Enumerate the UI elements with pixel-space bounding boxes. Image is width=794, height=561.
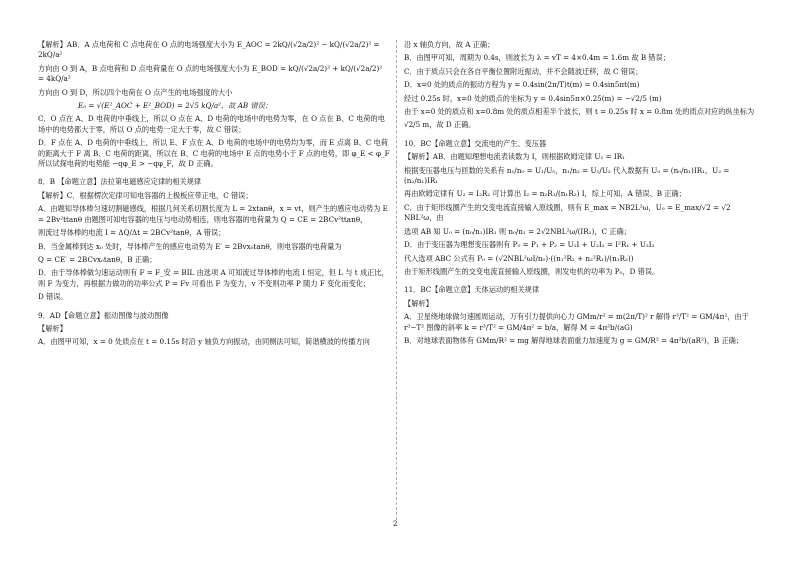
paragraph: B．当金属棒到达 x₀ 处时，导体棒产生的感应电动势为 E′ = 2Bvx₀tanθ，则电容器的电荷量为 [38,241,342,251]
paragraph: 方向由 O 到 A，B 点电荷和 D 点电荷量在 O 点的电场强度大小为 E_BOD = kQ/(√2a/2)² + kQ/(√2a/2)² = 4kQ/a² [38,63,383,84]
paragraph: A．由图甲可知，x = 0 处质点在 t = 0.15s 时沿 y 轴负方向振动，由同侧法可知，简谐横波的传播方向 [38,337,370,347]
left-column [38,40,390,351]
paragraph: 沿 x 轴负方向，故 A 正确； [404,40,495,49]
paragraph: C．由于矩形线圈产生的交变电流直接输入原线圈，则有 E_max = NB2L²ω，U₀ = E_max/√2 = √2 NBL²ω，由 [404,202,731,223]
paragraph: 则流过导体棒的电流 I = ΔQ/Δt = 2BCv²tanθ，A 错误； [38,228,226,238]
paragraph: Q = CE′ = 2BCvx₀tanθ，B 正确； [38,254,157,264]
formula-line: E₀ = √(E²_AOC + E²_BOD) = 2√5 kQ/a²，故 AB 错误； [78,101,273,111]
page-number: 2 [393,520,398,528]
paragraph: B．由图甲可知，周期为 0.4s，则波长为 λ = vT = 4×0.4m = 1.6m 故 B 错误； [404,53,670,63]
paragraph: 代入选项 ABC 公式有 P₀ = (√2NBL²ωI/n₀)·((n₁²R₂ + n₂²R₁)/(n₁R₂)) [404,253,634,263]
paragraph: D．由于变压器为理想变压器则有 P₀ = P₁ + P₂ = U₁I + U₂I₂ = I²R₁ + U₂I₂ [404,240,655,250]
paragraph: 【解析】AB．由题知理想电流表读数为 I，则根据欧姆定律 U₁ = IR₁ [404,152,626,162]
paragraph: 8．B 【命题立意】法拉第电磁感应定律的相关规律 [38,177,202,187]
paragraph: D．F 点在 A、D 电荷的中垂线上，所以 E、F 点在 A、D 电荷的电场中的电势均为零，而 E 点离 B、C 电荷的距离大于 F 离 B、C 电荷的距离，所以在 B、C 电荷的电场中 E 点的电势小于 F 点的电势，即 φ_E < φ_F 所以试探电荷的电势能 −qφ_E > −qφ_F，故 D 正确。 [38,138,390,169]
paragraph: A．由题知导体棒匀速切割磁感线，根据几何关系切割长度为 L = 2xtanθ，x = vt，则产生的感应电动势为 E = 2Bv²ttanθ 由题图可知电容器的电压与电动势相连，则电容器的电荷量为 Q = CE = 2BCv²ttanθ， [38,204,388,224]
paragraph: 【解析】AB．A 点电荷和 C 点电荷在 O 点的电场强度大小为 E_AOC = 2kQ/(√2a/2)² − kQ/(√2a/2)² = 2kQ/a² [38,40,380,60]
paragraph: √2/5 m，故 D 正确。 [404,120,476,130]
paragraph: 11．BC【命题立意】天体运动的相关规律 [404,285,540,295]
paragraph: B．对地球表面物体有 GMm/R² = mg 解得地球表面重力加速度为 g = GM/R² = 4π²b/(aR²)，B 正确； [404,335,744,345]
paragraph: 选项 AB 知 U₀ = (n₀/n₁)IR₁ 则 n₀/n₁ = 2√2NBL²ω/(IR₁)，C 正确； [404,226,631,236]
paragraph: 经过 0.25s 时，x=0 处的质点的坐标为 y = 0.4sin5π×0.25(m) = −√2/5 (m) [404,93,662,103]
paragraph: 【解析】 [38,323,67,333]
paragraph: A．卫星绕地球做匀速圆周运动，万有引力提供向心力 GMm/r² = m(2π/T)² r 解得 r³/T² = GM/4π²，由于 r³−T² 图像的斜率 k = r³/T² = GM/4π² = b/a，解得 M = 4π²b/(aG) [404,312,749,332]
paragraph: 【解析】 [404,298,433,308]
paragraph: 再由欧姆定律有 U₂ = I₂R₂ 可计算出 I₂ = n₂R₁/(n₁R₂) I，综上可知，A 错误、B 正确； [404,189,686,199]
paragraph: 由于 x=0 处的质点和 x=0.8m 处的质点相差半个波长，则 t = 0.25s 时 x = 0.8m 处的质点对应的纵坐标为 [404,107,755,117]
paragraph: 10．BC【命题立意】交流电的产生、变压器 [404,138,547,148]
column-divider [396,40,397,520]
paragraph: D 错误。 [38,292,68,302]
paragraph: C．O 点在 A、D 电荷的中垂线上，所以 O 点在 A、D 电荷的电场中的电势为零，在 O 点在 B、C 电荷的电场中的电势都大于零，所以 O 点的电势一定大于零，故 C 错误； [38,114,385,134]
paragraph: 由于矩形线圈产生的交变电流直接输入原线圈，则发电机的功率为 P₀，D 错误。 [404,266,660,276]
paragraph: 根据变压器电压与匝数的关系有 n₁/n₀ = U₁/U₀，n₁/n₂ = U₁/U₂ 代入数据有 U₀ = (n₀/n₁)IR₁，U₂ = (n₂/n₁)IR₁ [404,165,730,186]
paragraph: D．x=0 处的质点的振动方程为 y = 0.4sin(2π/T)t(m) = 0.4sin5πt(m) [404,80,640,90]
paragraph: 【解析】C．根据楞次定律可知电容器的上极板应带正电，C 错误； [38,190,253,200]
paragraph: C．由于质点只会在各自平衡位置附近振动，并不会随波迁移，故 C 错误； [404,66,643,76]
paragraph: 9．AD【命题立意】振动图像与波动图像 [38,310,169,320]
right-column [404,40,760,349]
paragraph: 方向由 O 到 D，所以四个电荷在 O 点产生的电场强度的大小 [38,87,233,97]
paragraph: D．由于导体棒做匀速运动则有 F = F_安 = BIL 由选项 A 可知流过导体棒的电流 I 恒定，但 L 与 t 成正比，则 F 为变力，再根据力做功的功率公式 P = Fv 可看出 F 为变力，v 不变则功率 P 随力 F 变化而变化； [38,268,389,288]
